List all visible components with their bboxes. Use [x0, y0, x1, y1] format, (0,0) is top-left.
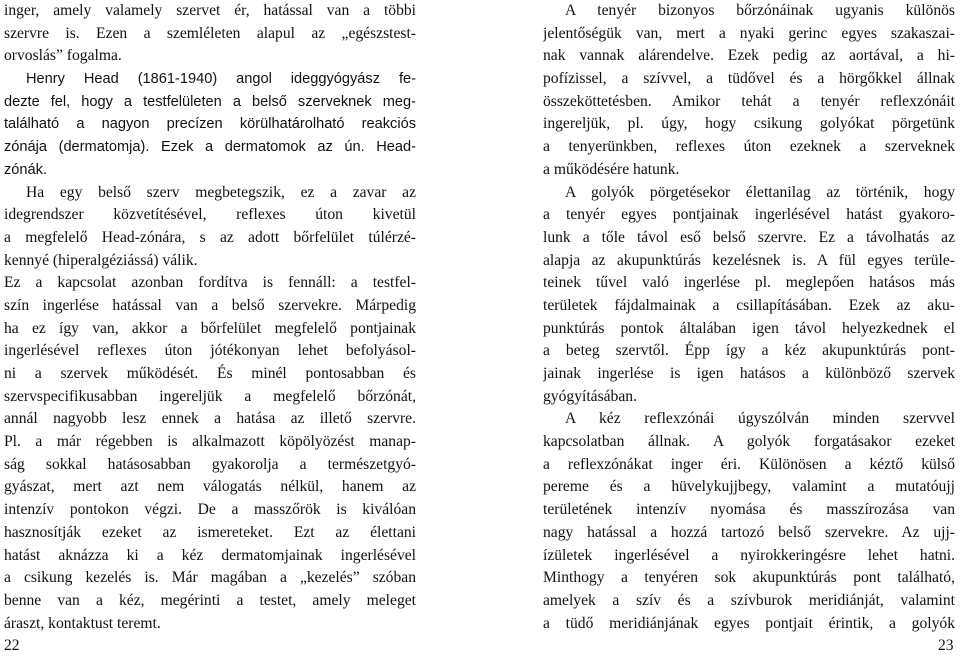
text-line: a működésére hatunk. [543, 160, 680, 178]
text-line: a tüdő meridiánjának egyes pontjait érintik, a golyók [543, 614, 955, 632]
text-line: nagy hatással a hozzá tartozó belső szervekre. Az ujj- [543, 523, 955, 541]
text-line: Henry Head (1861-1940) angol ideggyógyász fe- [26, 71, 416, 88]
page-number-right: 23 [938, 637, 954, 654]
text-line: kapcsolatban állnak. A golyók forgatásakor ezeket [543, 433, 955, 451]
text-line: a tenyerünkben, reflexes úton ezeknek a szerveknek [543, 138, 955, 156]
text-line: ingereljük, pl. úgy, hogy csikung golyókat pörgetünk [543, 115, 955, 133]
text-line: A tenyér bizonyos bőrzónáinak ugyanis különös [565, 2, 955, 19]
text-line: Ez a kapcsolat azonban fordítva is fennáll: a testfel- [4, 274, 416, 292]
text-line: jelentőségük van, mert a nyaki gerinc egyes szakaszai- [543, 24, 955, 42]
text-line: pofízissel, a szívvel, a tüdővel és a hörgőkkel állnak [543, 70, 955, 88]
page-number-left: 22 [4, 637, 20, 654]
text-line: Ha egy belső szerv megbetegszik, ez a zavar az [26, 183, 416, 201]
text-line: gyógyításában. [543, 387, 637, 405]
text-line: orvoslás” fogalma. [4, 47, 122, 65]
text-line: hasznosítják ezeket az ismereteket. Ezt az élettani [4, 523, 416, 541]
right-page-column [543, 0, 955, 635]
text-line: lunk a tőle távol eső belső szervre. Ez a távolhatás az [543, 228, 955, 246]
text-line: szervre is. Ezen a szemléleten alapul az „egészstest- [4, 24, 416, 42]
text-line: ság sokkal hatásosabban gyakorolja a természetgyó- [4, 455, 416, 473]
text-line: idegrendszer közvetítésével, reflexes úton kivetül [4, 206, 416, 224]
text-line: található a nagyon precízen körülhatárolható reakciós [4, 116, 416, 133]
text-line: ha ez így van, akkor a bőrfelület megfelelő pontjainak [4, 319, 416, 337]
text-line: szervspecifikusabban ingereljük a megfelelő bőrzónát, [4, 387, 416, 405]
text-line: punktúrás pontok általában igen távol helyezkednek el [543, 319, 955, 337]
text-line: zónák. [4, 161, 47, 178]
text-line: a tenyér egyes pontjainak ingerlésével hatást gyakoro- [543, 206, 955, 224]
text-line: ízületek ingerlésével a nyirokkeringésre lehet hatni. [543, 546, 955, 564]
text-line: annál nagyobb lesz ennek a hatása az illető szervre. [4, 410, 416, 428]
text-line: a reflexzónákat inger éri. Különösen a kéztő külső [543, 455, 955, 473]
text-line: szín ingerlése hatással van a belső szervekre. Márpedig [4, 296, 416, 314]
text-line: nak vannak alárendelve. Ezek pedig az aortával, a hi- [543, 47, 955, 65]
text-line: a megfelelő Head-zónára, s az adott bőrfelület túlérzé- [4, 228, 416, 246]
text-line: hatást aknázza ki a kéz dermatomjainak ingerlésével [4, 546, 416, 564]
text-line: alapja az akupunktúrás kezelésnek is. A fül egyes terüle- [543, 251, 955, 269]
text-line: inger, amely valamely szervet ér, hatással van a többi [4, 2, 416, 19]
left-page-column [4, 0, 416, 635]
text-line: összeköttetésben. Amikor tehát a tenyér reflexzónáit [543, 92, 955, 110]
text-line: ingerlésével reflexes úton jótékonyan lehet befolyásol- [4, 342, 416, 360]
text-line: amelyek a szív és a szívburok meridiánját, valamint [543, 591, 955, 609]
text-line: gyászat, mert azt nem válogatás nélkül, hanem az [4, 478, 416, 496]
text-line: áraszt, kontaktust teremt. [4, 614, 161, 632]
text-line: a beteg szervtől. Épp így a kéz akupunktúrás pont- [543, 342, 955, 360]
text-line: ni a szervek működését. És minél pontosabban és [4, 365, 416, 382]
text-line: pereme és a hüvelykujjbegy, valamint a mutatóujj [543, 478, 955, 496]
text-line: a csikung kezelés is. Már magában a „kezelés” szóban [4, 569, 416, 587]
text-line: Minthogy a tenyéren sok akupunktúrás pont található, [543, 569, 955, 587]
text-line: területének intenzív nyomása és masszírozása van [543, 501, 955, 519]
text-line: benne van a kéz, megérinti a testet, amely meleget [4, 591, 416, 609]
text-line: területek fájdalmainak a csillapításában. Ezek az aku- [543, 296, 955, 314]
text-line: jainak ingerlése is igen hatásos a különböző szervek [543, 365, 955, 382]
text-line: kennyé (hiperalgéziássá) válik. [4, 251, 198, 269]
text-line: Pl. a már régebben is alkalmazott köpölyözést manap- [4, 433, 416, 451]
text-line: zónája (dermatomja). Ezek a dermatomok az ún. Head- [4, 139, 416, 156]
text-line: A kéz reflexzónái úgyszólván minden szervvel [565, 410, 955, 428]
text-line: dezte fel, hogy a testfelületen a belső szerveknek meg- [4, 93, 416, 110]
text-line: teinek tűvel való ingerlése pl. meglepően hatásos más [543, 274, 955, 292]
text-line: A golyók pörgetésekor élettanilag az történik, hogy [565, 183, 955, 201]
text-line: intenzív pontokon végzi. De a masszőrök is kiválóan [4, 501, 416, 519]
